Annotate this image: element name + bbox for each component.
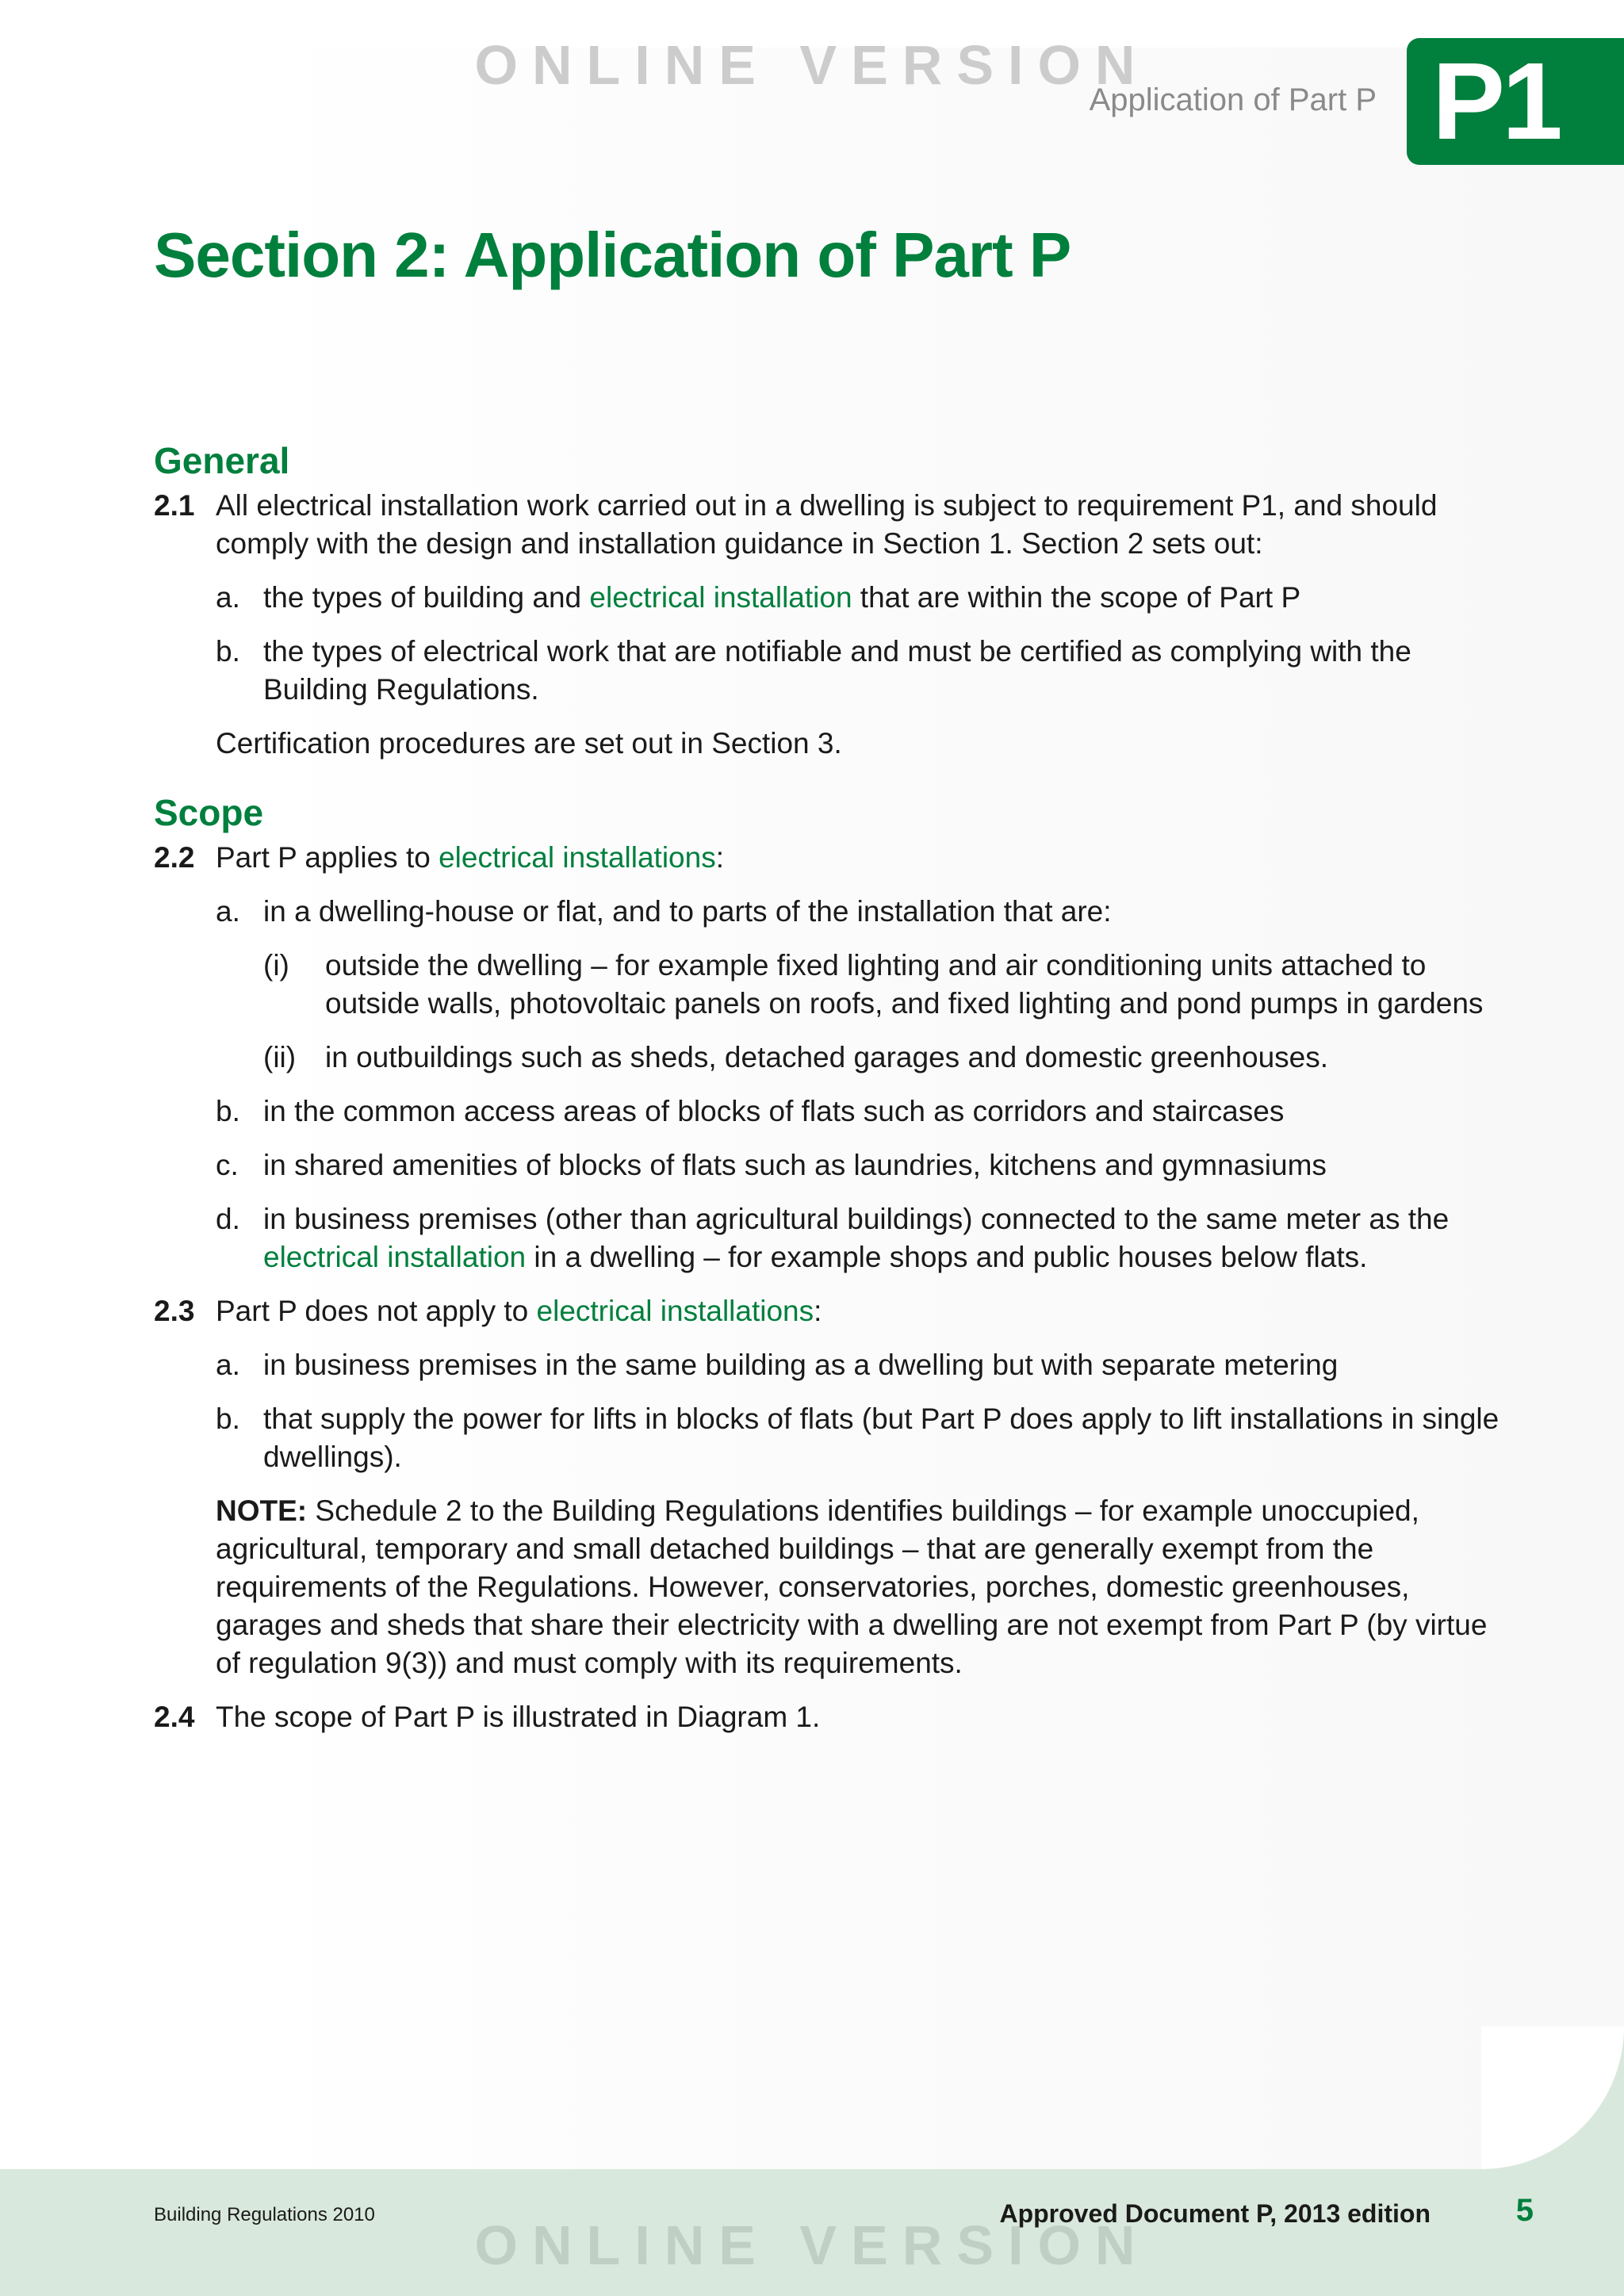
running-head: Application of Part P: [1089, 82, 1377, 117]
list-item-a: [216, 579, 1518, 617]
paragraph-text: The scope of Part P is illustrated in Diagram 1.: [216, 1701, 821, 1733]
paragraph-text: All electrical installation work carried out in a dwelling is subject to requirement P1, and should comply with the design and installation guidance in Section 1. Section 2 sets out:: [216, 489, 1438, 560]
paragraph-number: 2.1: [154, 489, 195, 522]
paragraph-2-4: [154, 1698, 1518, 1736]
paragraph-body: [216, 839, 1518, 1276]
text-run: that are within the scope of Part P: [852, 581, 1301, 614]
heading-general: General: [154, 440, 290, 481]
list-text: in the common access areas of blocks of flats such as corridors and staircases: [263, 1095, 1285, 1127]
list-item-b: [216, 1400, 1518, 1476]
paragraph-number: 2.3: [154, 1295, 195, 1327]
paragraph-body: [216, 1292, 1518, 1682]
list-item-a: [216, 1346, 1518, 1384]
closing-text: Certification procedures are set out in Section 3.: [216, 727, 842, 760]
footer-curve-decoration: [1481, 2026, 1624, 2169]
paragraph-body: [216, 487, 1518, 763]
note-block: [216, 1492, 1518, 1682]
list-body: [263, 893, 1518, 1077]
heading-scope: Scope: [154, 792, 264, 833]
list-label: a.: [216, 1349, 240, 1381]
defined-term-link[interactable]: electrical installation: [589, 581, 852, 614]
paragraph-2-2: [154, 839, 1518, 1276]
footer-publication: Building Regulations 2010: [154, 2204, 375, 2225]
list-label: c.: [216, 1149, 239, 1181]
paragraph-number: 2.4: [154, 1701, 195, 1733]
paragraph-text: [216, 1292, 1518, 1330]
paragraph-number: 2.2: [154, 841, 195, 874]
paragraph-2-1: [154, 487, 1518, 763]
watermark-bottom: ONLINE VERSION: [474, 2214, 1150, 2276]
list-text: in a dwelling-house or flat, and to parts of the installation that are:: [263, 895, 1112, 928]
text-run: :: [814, 1295, 822, 1327]
list-label: b.: [216, 1402, 240, 1435]
list-text: that supply the power for lifts in blocks of flats (but Part P does apply to lift installations in single dwellings).: [263, 1402, 1500, 1473]
text-run: :: [715, 841, 724, 874]
note-label: NOTE:: [216, 1494, 308, 1527]
paragraph-text: [216, 839, 1518, 877]
list-text: in business premises in the same building as a dwelling but with separate metering: [263, 1349, 1339, 1381]
sub-item-ii: [263, 1039, 1518, 1077]
list-item-b: [216, 1093, 1518, 1131]
sub-text: in outbuildings such as sheds, detached garages and domestic greenhouses.: [325, 1041, 1329, 1073]
list-text: in shared amenities of blocks of flats such as laundries, kitchens and gymnasiums: [263, 1149, 1327, 1181]
sub-label: (i): [263, 949, 289, 982]
defined-term-link[interactable]: electrical installations: [536, 1295, 814, 1327]
page-number: 5: [1515, 2193, 1534, 2228]
list-label: b.: [216, 1095, 240, 1127]
list-text: the types of electrical work that are notifiable and must be certified as complying with the Building Regulations.: [263, 635, 1411, 706]
list-label: a.: [216, 581, 240, 614]
list-label: d.: [216, 1203, 240, 1235]
text-run: the types of building and: [263, 581, 590, 614]
list-text: [263, 579, 1300, 617]
list-item-c: [216, 1146, 1518, 1184]
defined-term-link[interactable]: electrical installation: [263, 1241, 527, 1273]
part-tab: P1: [1407, 38, 1624, 165]
list-item-b: [216, 633, 1518, 709]
note-text: Schedule 2 to the Building Regulations identifies buildings – for example unoccupied, agricultural, temporary and small detached buildings – that are generally exempt from the requirements of the Regulations. However, conservatories, porches, domestic greenhouses, garages and sheds that share their electricity with a dwelling are not exempt from Part P (by virtue of regulation 9(3)) and must comply with its requirements.: [216, 1494, 1488, 1679]
main-content: [154, 438, 1518, 1736]
sub-item-i: [263, 947, 1518, 1023]
sub-text: outside the dwelling – for example fixed lighting and air conditioning units attached to outside walls, photovoltaic panels on roofs, and fixed lighting and pond pumps in gardens: [325, 949, 1484, 1020]
list-text: [263, 1200, 1518, 1276]
text-run: Part P applies to: [216, 841, 439, 874]
text-run: in business premises (other than agricultural buildings) connected to the same meter as the: [263, 1203, 1450, 1235]
page-title: Section 2: Application of Part P: [154, 220, 1071, 290]
text-run: Part P does not apply to: [216, 1295, 537, 1327]
list-label: a.: [216, 895, 240, 928]
footer-document-title: Approved Document P, 2013 edition: [999, 2199, 1431, 2228]
list-item-a: [216, 893, 1518, 1077]
defined-term-link[interactable]: electrical installations: [439, 841, 716, 874]
sub-label: (ii): [263, 1041, 297, 1073]
text-run: in a dwelling – for example shops and public houses below flats.: [526, 1241, 1368, 1273]
list-item-d: [216, 1200, 1518, 1276]
list-label: b.: [216, 635, 240, 668]
watermark-top: ONLINE VERSION: [474, 34, 1150, 96]
paragraph-2-3: [154, 1292, 1518, 1682]
